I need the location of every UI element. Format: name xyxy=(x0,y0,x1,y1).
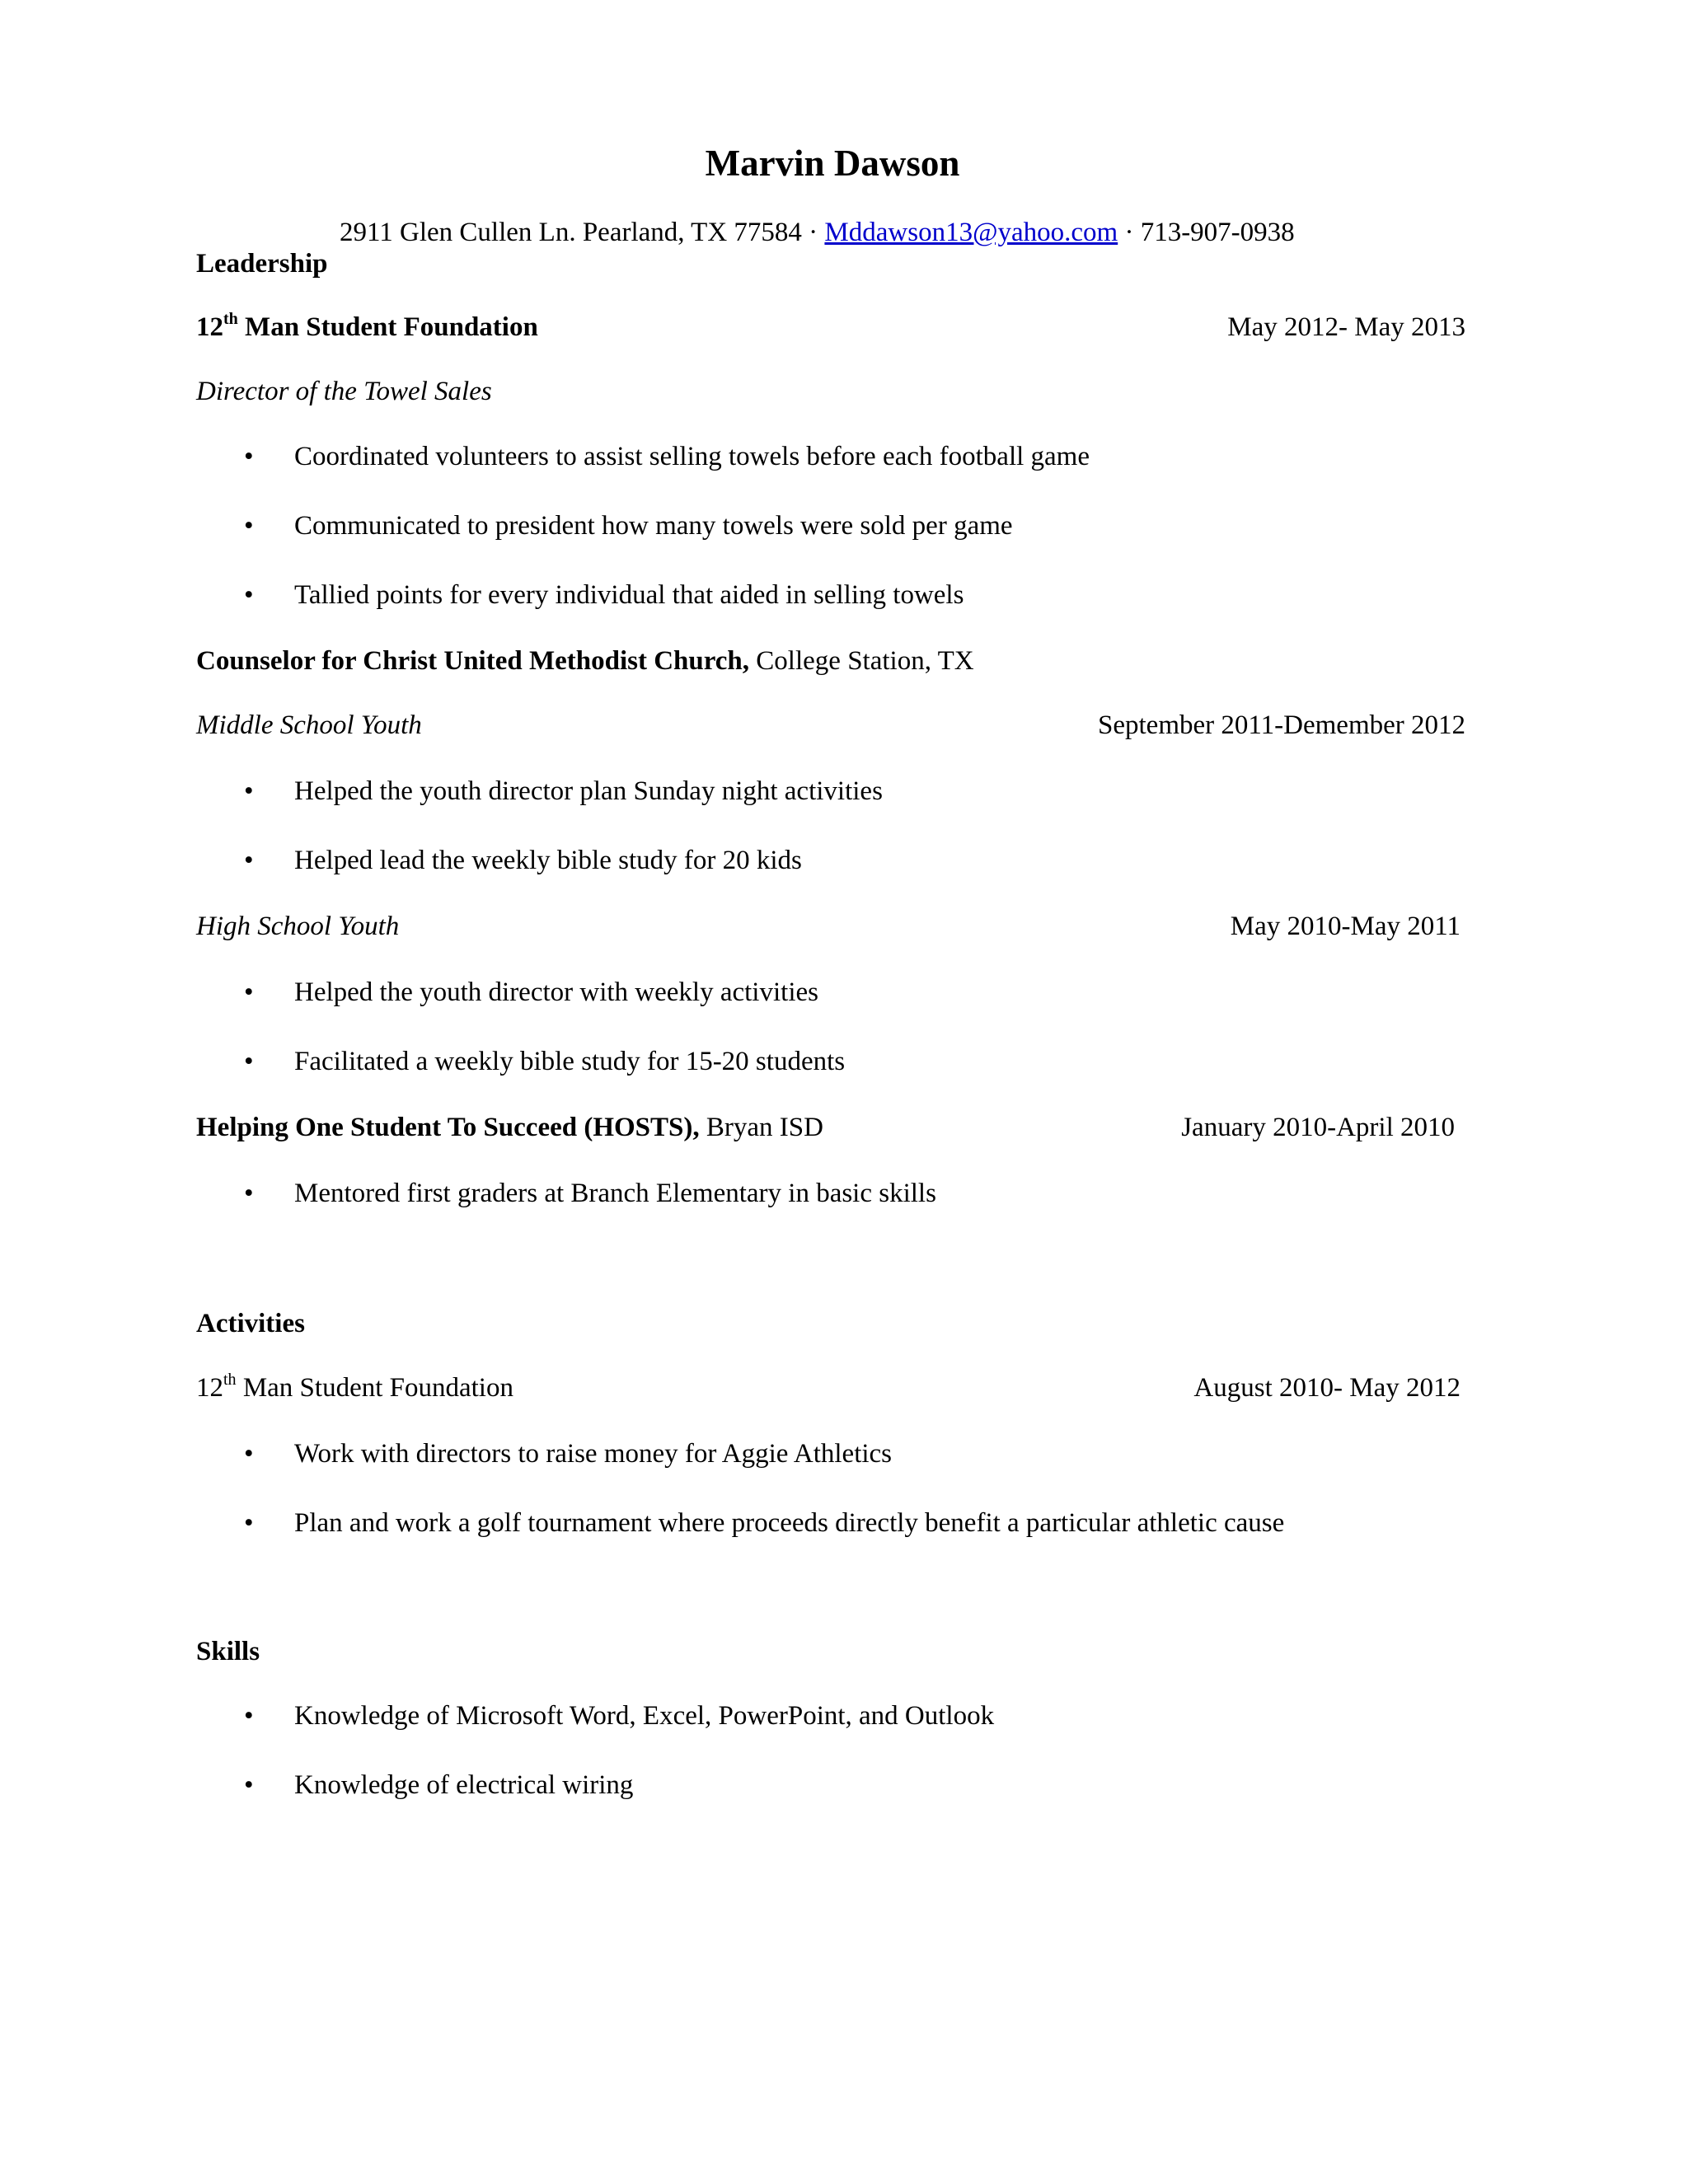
contact-phone: 713-907-0938 xyxy=(1140,218,1295,247)
entry-number: 12 xyxy=(196,312,223,342)
bullet-icon: • xyxy=(244,846,254,875)
entry-dates: May 2012- May 2013 xyxy=(1227,312,1465,342)
bullet-text: Mentored first graders at Branch Elementary in basic skills xyxy=(294,1179,936,1208)
contact-line xyxy=(340,216,1295,249)
entry-title-hosts xyxy=(196,1111,823,1144)
bullet-icon: • xyxy=(244,776,254,806)
section-heading-activities: Activities xyxy=(196,1309,305,1338)
entry-org: Counselor for Christ United Methodist Church, xyxy=(196,646,750,676)
bullet-icon: • xyxy=(244,977,254,1007)
bullet-icon: • xyxy=(244,1179,254,1208)
entry-org: Man Student Foundation xyxy=(245,312,538,342)
entry-location: Bryan ISD xyxy=(706,1113,823,1142)
entry-role: Middle School Youth xyxy=(196,710,422,740)
bullet-icon: • xyxy=(244,1439,254,1469)
ordinal-suffix: th xyxy=(223,310,238,328)
entry-title-12th-man-activities xyxy=(196,1371,513,1404)
bullet-icon: • xyxy=(244,1701,254,1731)
contact-separator: · xyxy=(1124,218,1134,247)
entry-title-12th-man xyxy=(196,311,538,344)
bullet-icon: • xyxy=(244,1047,254,1076)
entry-title-counselor xyxy=(196,644,974,677)
email-link[interactable]: Mddawson13@yahoo.com xyxy=(824,218,1118,247)
bullet-text: Helped lead the weekly bible study for 20 kids xyxy=(294,846,802,875)
entry-dates: May 2010-May 2011 xyxy=(1230,912,1461,941)
section-heading-skills: Skills xyxy=(196,1637,260,1666)
entry-dates: August 2010- May 2012 xyxy=(1193,1373,1461,1403)
section-heading-leadership: Leadership xyxy=(196,249,328,279)
bullet-text: Communicated to president how many towels were sold per game xyxy=(294,511,1013,541)
entry-role: High School Youth xyxy=(196,912,400,941)
bullet-text: Work with directors to raise money for Aggie Athletics xyxy=(294,1439,893,1469)
bullet-text: Helped the youth director with weekly activities xyxy=(294,977,818,1007)
entry-org: Helping One Student To Succeed (HOSTS), xyxy=(196,1113,700,1142)
bullet-icon: • xyxy=(244,1770,254,1800)
entry-location: College Station, TX xyxy=(756,646,974,676)
entry-number: 12 xyxy=(196,1373,223,1403)
entry-org: Man Student Foundation xyxy=(242,1373,513,1403)
resume-name: Marvin Dawson xyxy=(705,143,960,184)
bullet-icon: • xyxy=(244,511,254,541)
entry-dates: September 2011-Demember 2012 xyxy=(1098,710,1465,740)
bullet-text: Tallied points for every individual that aided in selling towels xyxy=(294,580,964,610)
entry-dates: January 2010-April 2010 xyxy=(1181,1113,1455,1142)
bullet-text: Facilitated a weekly bible study for 15-20 students xyxy=(294,1047,846,1076)
bullet-icon: • xyxy=(244,1508,254,1538)
bullet-text: Plan and work a golf tournament where proceeds directly benefit a particular athletic cause xyxy=(294,1508,1285,1538)
ordinal-suffix: th xyxy=(223,1371,237,1389)
contact-address: 2911 Glen Cullen Ln. Pearland, TX 77584 xyxy=(340,218,802,247)
bullet-text: Coordinated volunteers to assist selling towels before each football game xyxy=(294,442,1090,471)
bullet-text: Helped the youth director plan Sunday night activities xyxy=(294,776,883,806)
bullet-text: Knowledge of Microsoft Word, Excel, PowerPoint, and Outlook xyxy=(294,1701,995,1731)
bullet-icon: • xyxy=(244,580,254,610)
bullet-icon: • xyxy=(244,442,254,471)
contact-separator: · xyxy=(809,218,818,247)
entry-role: Director of the Towel Sales xyxy=(196,377,492,406)
bullet-text: Knowledge of electrical wiring xyxy=(294,1770,634,1800)
